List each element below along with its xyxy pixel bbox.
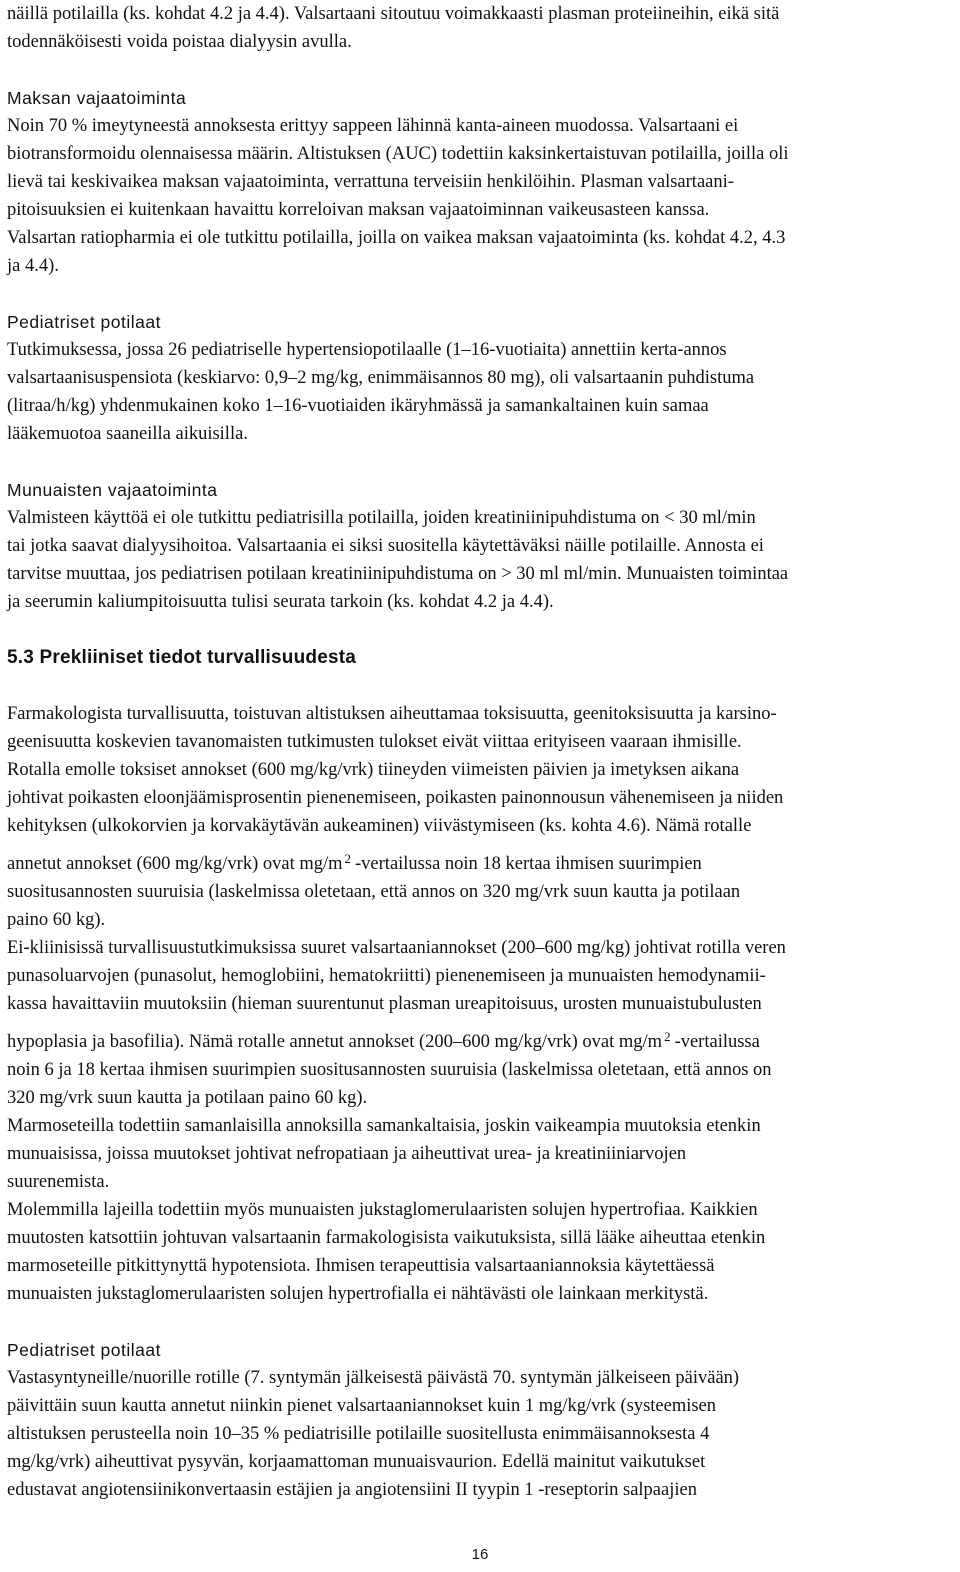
section-heading: Pediatriset potilaat — [7, 312, 161, 332]
text-line: tarvitse muuttaa, jos pediatrisen potilaan kreatiniinipuhdistuma on > 30 ml ml/min. Munuaisten toimintaa — [7, 564, 789, 584]
text-segment: -vertailussa noin 18 kertaa ihmisen suurimpien — [355, 854, 702, 874]
text-line: lääkemuotoa saaneilla aikuisilla. — [7, 424, 248, 444]
text-line: päivittäin suun kautta annetut niinkin pienet valsartaaniannokset kuin 1 mg/kg/vrk (systeemisen — [7, 1396, 717, 1416]
text-line: Tutkimuksessa, jossa 26 pediatriselle hypertensiopotilaalle (1–16-vuotiaita) annettiin kerta-annos — [7, 340, 727, 360]
preclinical-paragraph-2 — [7, 934, 952, 1112]
text-line: noin 6 ja 18 kertaa ihmisen suurimpien suositusannosten suuruisia (laskelmissa oletetaan, että annos on — [7, 1060, 772, 1080]
text-line: mg/kg/vrk) aiheuttivat pysyvän, korjaamattoman munuaisvaurion. Edellä mainitut vaikutukset — [7, 1452, 706, 1472]
text-line: johtivat poikasten eloonjäämisprosentin pienenemiseen, poikasten painonnousun vähenemiseen ja niiden — [7, 788, 784, 808]
preclinical-paragraph-1 — [7, 700, 952, 934]
text-line: muutosten katsottiin johtuvan valsartaanin farmakologisista vaikutuksista, sillä lääke aiheuttaa etenkin — [7, 1228, 766, 1248]
section-heading: Maksan vajaatoiminta — [7, 88, 187, 108]
text-segment: -vertailussa — [674, 1032, 760, 1052]
text-line: paino 60 kg). — [7, 910, 106, 930]
text-line: Vastasyntyneille/nuorille rotille (7. syntymän jälkeisestä päivästä 70. syntymän jälkeiseen päivään) — [7, 1368, 740, 1388]
renal-impairment-section — [7, 476, 952, 616]
preclinical-paragraph-3 — [7, 1112, 952, 1196]
pediatric-preclinical-section — [7, 1336, 952, 1504]
text-segment: annetut annokset (600 mg/kg/vrk) ovat mg/m — [7, 854, 343, 874]
text-line: valsartaanisuspensiota (keskiarvo: 0,9–2 mg/kg, enimmäisannos 80 mg), oli valsartaanin puhdistuma — [7, 368, 755, 388]
text-line: suositusannosten suuruisia (laskelmissa oletetaan, että annos on 320 mg/vrk suun kautta ja potilaan — [7, 882, 741, 902]
text-line: Marmoseteilla todettiin samanlaisilla annoksilla samankaltaisia, joskin vaikeampia muutoksia etenkin — [7, 1116, 761, 1136]
text-line: näillä potilailla (ks. kohdat 4.2 ja 4.4). Valsartaani sitoutuu voimakkaasti plasman proteiineihin, eikä sitä — [7, 4, 780, 24]
text-line: kehityksen (ulkokorvien ja korvakäytävän aukeaminen) viivästymiseen (ks. kohta 4.6). Nämä rotalle — [7, 816, 752, 836]
text-line: Molemmilla lajeilla todettiin myös munuaisten jukstaglomerulaaristen solujen hypertrofiaa. Kaikkien — [7, 1200, 758, 1220]
spacer — [7, 616, 952, 644]
spacer — [7, 280, 952, 308]
superscript: 2 — [344, 851, 352, 866]
page-number: 16 — [471, 1546, 489, 1563]
text-line: munuaisissa, joissa muutokset johtivat nefropatiaan ja aiheuttivat urea- ja kreatiniiniarvojen — [7, 1144, 687, 1164]
text-line-with-superscript — [7, 1018, 952, 1056]
text-line: Ei-kliinisissä turvallisuustutkimuksissa suuret valsartaaniannokset (200–600 mg/kg) johtivat rotilla veren — [7, 938, 786, 958]
document-page — [7, 0, 952, 1504]
text-line: munuaisten jukstaglomerulaaristen solujen hypertrofialla ei nähtävästi ole lainkaan merkitystä. — [7, 1284, 709, 1304]
text-line: kassa havaittaviin muutoksiin (hieman suurentunut plasman ureapitoisuus, urosten munuaistubulusten — [7, 994, 762, 1014]
text-segment: hypoplasia ja basofilia). Nämä rotalle annetut annokset (200–600 mg/kg/vrk) ovat mg/m — [7, 1032, 663, 1052]
superscript: 2 — [664, 1029, 671, 1044]
text-line: tai jotka saavat dialyysihoitoa. Valsartaania ei siksi suositella käytettäväksi näille potilaille. Annosta ei — [7, 536, 764, 556]
preclinical-paragraph-4 — [7, 1196, 952, 1308]
text-line: Rotalla emolle toksiset annokset (600 mg/kg/vrk) tiineyden viimeisten päivien ja imetyksen aikana — [7, 760, 740, 780]
text-line: ja 4.4). — [7, 256, 59, 276]
spacer — [7, 672, 952, 700]
text-line: punasoluarvojen (punasolut, hemoglobiini, hematokriitti) pienenemiseen ja munuaisten hemodynamii- — [7, 966, 766, 986]
text-line: suurenemista. — [7, 1172, 110, 1192]
spacer — [7, 1308, 952, 1336]
text-line: pitoisuuksien ei kuitenkaan havaittu korreloivan maksan vajaatoiminnan vaikeusasteen kanssa. — [7, 200, 710, 220]
text-line: Noin 70 % imeytyneestä annoksesta erittyy sappeen lähinnä kanta-aineen muodossa. Valsartaani ei — [7, 116, 739, 136]
text-line: Valsartan ratiopharmia ei ole tutkittu potilailla, joilla on vaikea maksan vajaatoiminta (ks. kohdat 4.2, 4.3 — [7, 228, 786, 248]
pediatric-patients-section — [7, 308, 952, 448]
preclinical-safety-section — [7, 644, 952, 1308]
text-line: (litraa/h/kg) yhdenmukainen koko 1–16-vuotiaiden ikäryhmässä ja samankaltainen kuin samaa — [7, 396, 709, 416]
text-line: Farmakologista turvallisuutta, toistuvan altistuksen aiheuttamaa toksisuutta, geenitoksisuutta ja karsino- — [7, 704, 777, 724]
text-line: geenisuutta koskevien tavanomaisten tutkimusten tulokset eivät viittaa erityiseen vaaraan ihmisille. — [7, 732, 742, 752]
intro-paragraph — [7, 0, 952, 56]
spacer — [7, 448, 952, 476]
text-line: lievä tai keskivaikea maksan vajaatoiminta, verrattuna terveisiin henkilöihin. Plasman valsartaani- — [7, 172, 734, 192]
text-line: altistuksen perusteella noin 10–35 % pediatrisille potilaille suositellusta enimmäisannoksesta 4 — [7, 1424, 710, 1444]
text-line: todennäköisesti voida poistaa dialyysin avulla. — [7, 32, 352, 52]
spacer — [7, 56, 952, 84]
liver-impairment-section — [7, 84, 952, 280]
section-title: 5.3 Prekliiniset tiedot turvallisuudesta — [7, 647, 357, 668]
section-heading: Pediatriset potilaat — [7, 1340, 161, 1360]
text-line: edustavat angiotensiinikonvertaasin estäjien ja angiotensiini II tyypin 1 -reseptorin salpaajien — [7, 1480, 697, 1500]
text-line: Valmisteen käyttöä ei ole tutkittu pediatrisilla potilailla, joiden kreatiniinipuhdistuma on < 30 ml/min — [7, 508, 756, 528]
text-line: marmoseteille pitkittynyttä hypotensiota. Ihmisen terapeuttisia valsartaaniannoksia käytettäessä — [7, 1256, 715, 1276]
text-line: ja seerumin kaliumpitoisuutta tulisi seurata tarkoin (ks. kohdat 4.2 ja 4.4). — [7, 592, 554, 612]
text-line-with-superscript — [7, 840, 952, 878]
text-line: biotransformoidu olennaisessa määrin. Altistuksen (AUC) todettiin kaksinkertaistuvan potilailla, joilla oli — [7, 144, 789, 164]
text-line: 320 mg/vrk suun kautta ja potilaan paino 60 kg). — [7, 1088, 368, 1108]
section-heading: Munuaisten vajaatoiminta — [7, 480, 218, 500]
